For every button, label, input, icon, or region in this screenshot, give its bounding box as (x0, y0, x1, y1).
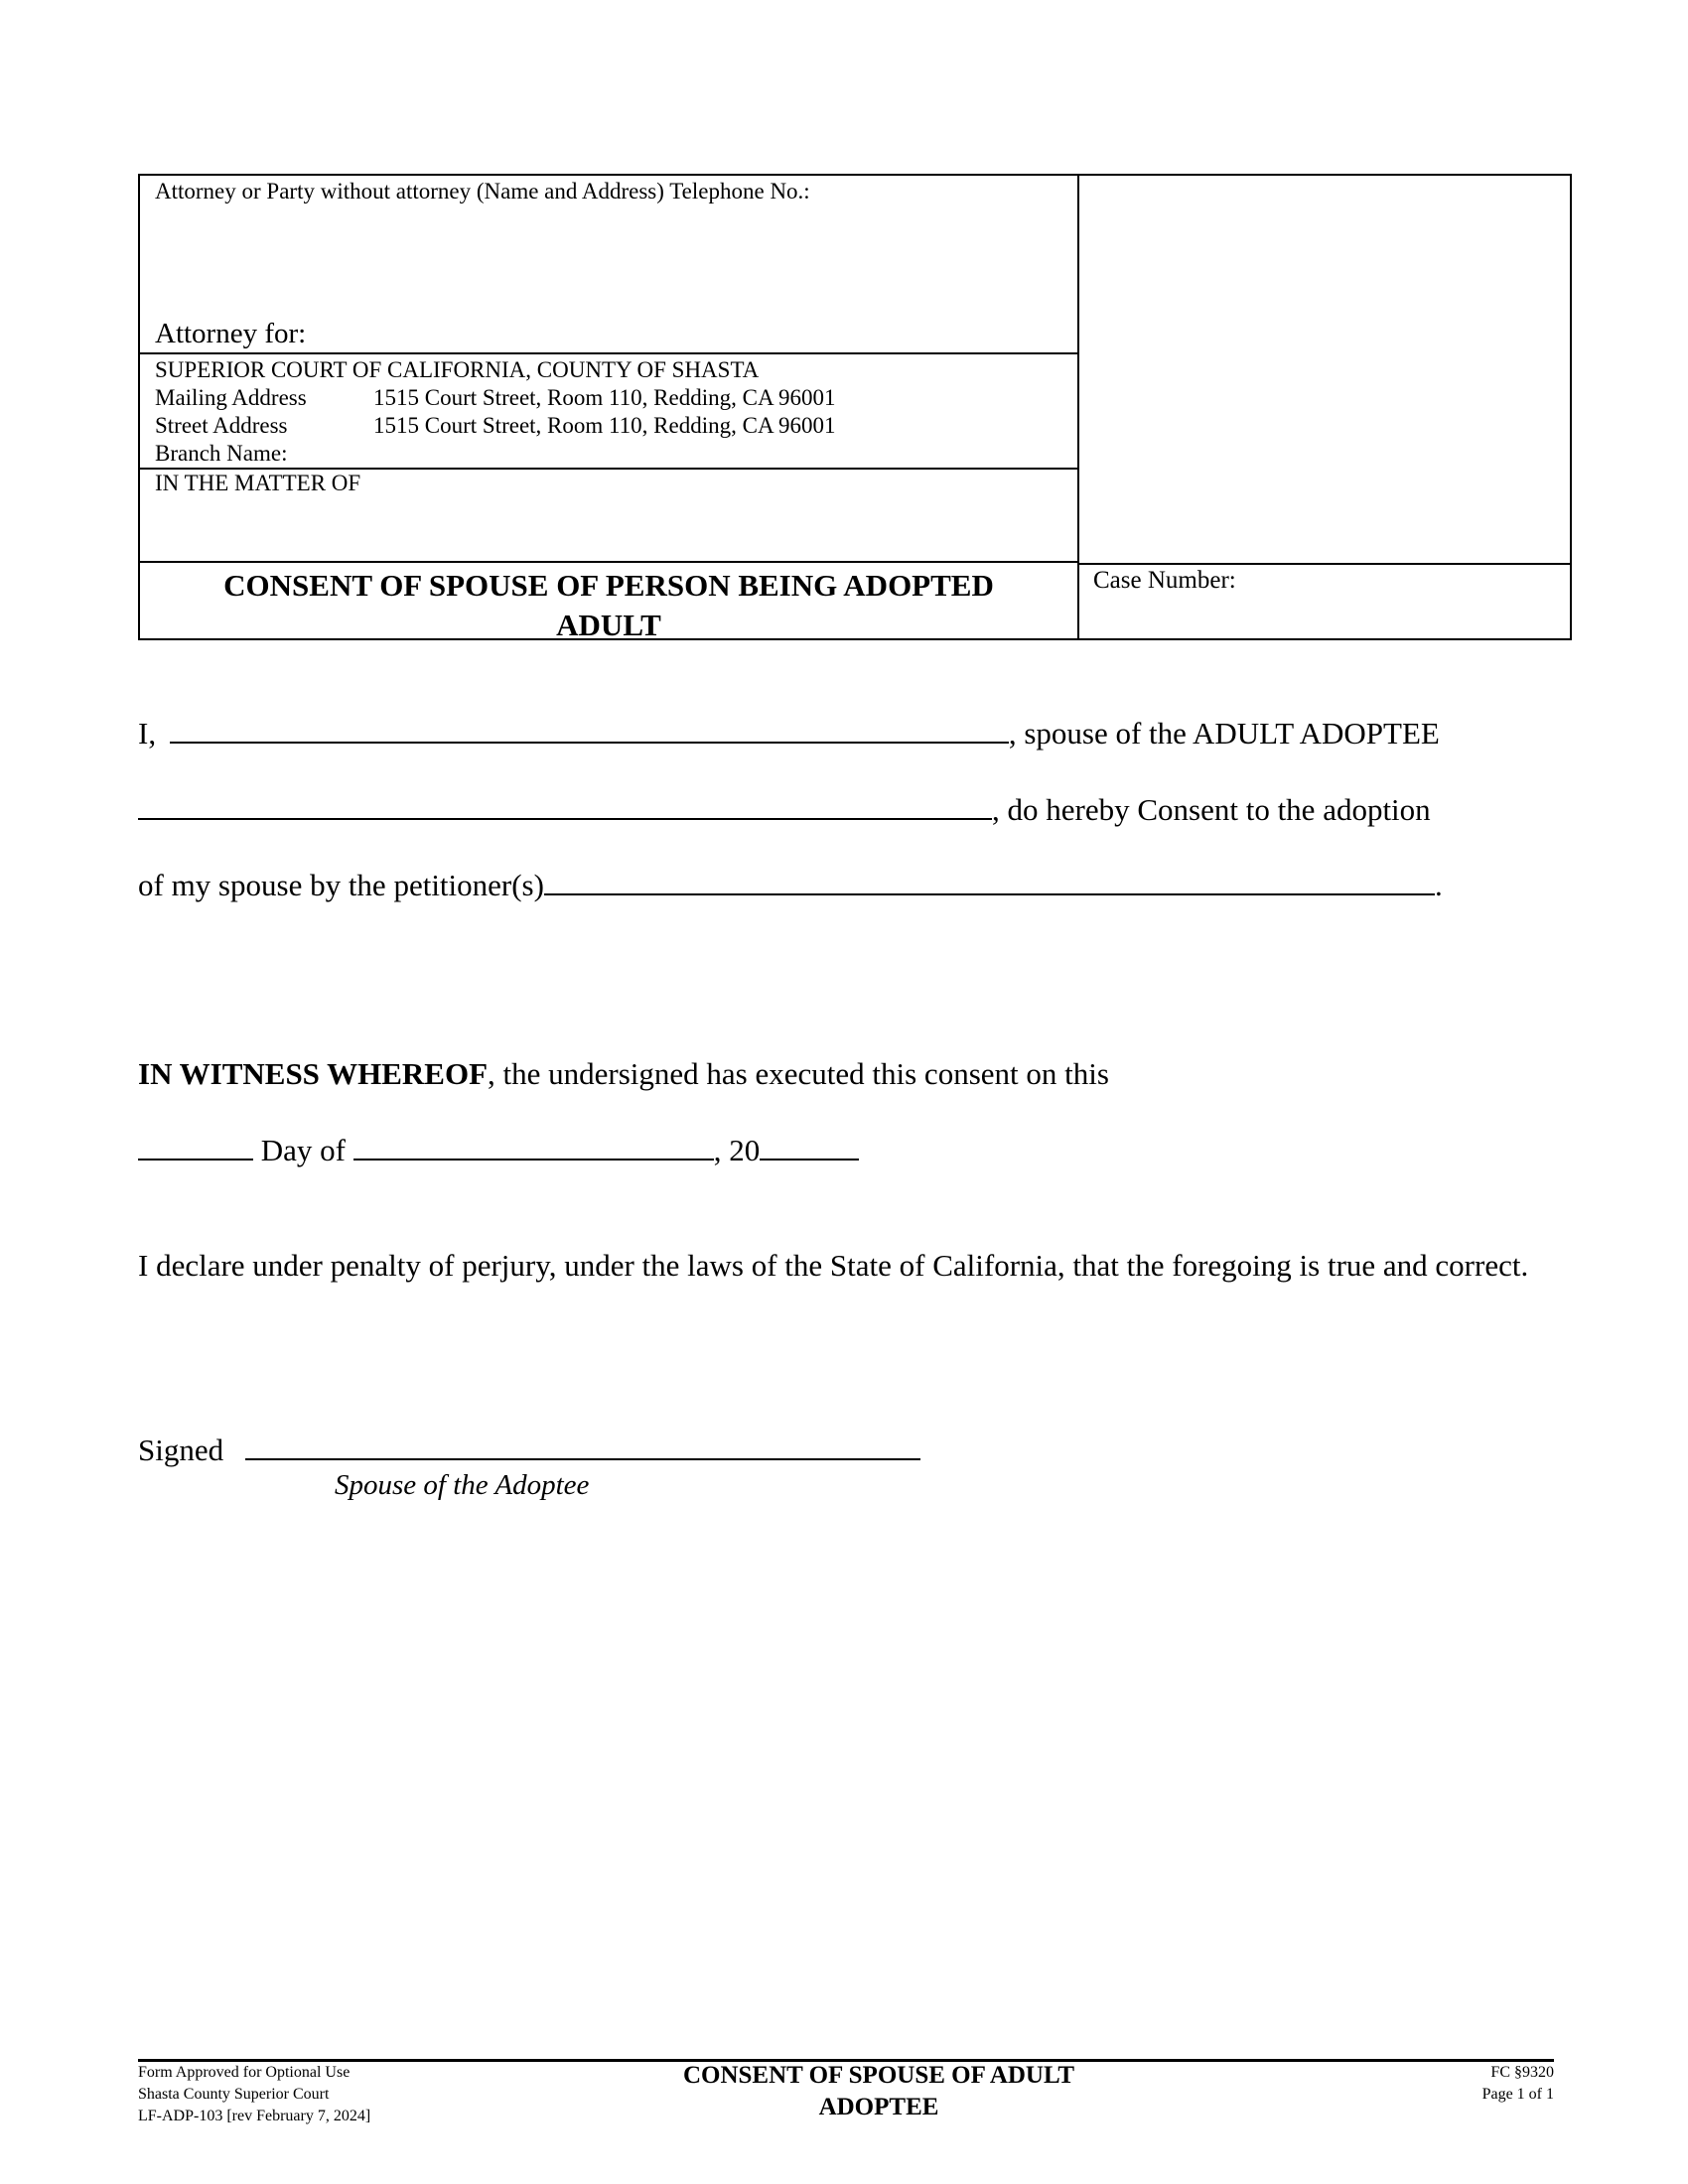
consent-line-1 (138, 715, 1440, 752)
attorney-for-label: Attorney for: (155, 318, 307, 349)
court-name: SUPERIOR COURT OF CALIFORNIA, COUNTY OF SHASTA (155, 357, 760, 382)
street-address-value: 1515 Court Street, Room 110, Redding, CA 96001 (373, 413, 836, 438)
petitioner-prefix: of my spouse by the petitioner(s) (138, 868, 544, 902)
footer-court: Shasta County Superior Court (138, 2086, 330, 2103)
court-info (155, 356, 836, 468)
consent-adoption-text: , do hereby Consent to the adoption (992, 792, 1431, 827)
caption-right-column (1079, 176, 1570, 638)
branch-name-label: Branch Name: (155, 441, 288, 466)
footer-left (138, 2062, 370, 2127)
witness-bold-text: IN WITNESS WHEREOF (138, 1056, 489, 1091)
spouse-of-adoptee-text: , spouse of the ADULT ADOPTEE (1008, 716, 1440, 751)
footer-approved: Form Approved for Optional Use (138, 2064, 351, 2081)
footer-code: FC §9320 (1490, 2064, 1554, 2081)
footer-right (1482, 2062, 1554, 2106)
form-title (140, 566, 1077, 645)
year-field[interactable] (760, 1133, 859, 1160)
court-cell (140, 354, 1077, 470)
footer-title-line1: CONSENT OF SPOUSE OF ADULT (682, 2062, 1075, 2089)
month-field[interactable] (353, 1133, 714, 1160)
footer-title (596, 2060, 1162, 2123)
date-line (138, 1132, 859, 1169)
title-cell (140, 563, 1077, 642)
footer-title-line2: ADOPTEE (818, 2094, 939, 2120)
perjury-declaration: I declare under penalty of perjury, under the laws of the State of California, that the foregoing is true and correct. (138, 1248, 1529, 1283)
attorney-header: Attorney or Party without attorney (Name and Address) Telephone No.: (155, 179, 810, 204)
i-prefix: I, (138, 716, 157, 751)
signed-label: Signed (138, 1433, 224, 1467)
footer-form-id: LF-ADP-103 [rev February 7, 2024] (138, 2108, 371, 2124)
form-title-line1: CONSENT OF SPOUSE OF PERSON BEING ADOPTED (223, 568, 994, 603)
signature-field[interactable] (245, 1433, 920, 1460)
spouse-of-adoptee-caption: Spouse of the Adoptee (335, 1469, 590, 1501)
consent-line-3 (138, 867, 1443, 904)
street-address-label: Street Address (155, 413, 288, 438)
caption-box (138, 174, 1572, 640)
spouse-name-field[interactable] (170, 716, 1009, 744)
petitioner-period: . (1434, 868, 1443, 902)
in-the-matter-of-label: IN THE MATTER OF (155, 471, 361, 495)
adoptee-name-field[interactable] (138, 792, 992, 820)
footer-page: Page 1 of 1 (1481, 2086, 1554, 2103)
case-number-cell[interactable] (1079, 563, 1570, 638)
caption-left-column (140, 176, 1079, 642)
year-prefix: , 20 (713, 1133, 761, 1167)
day-of-label: Day of (260, 1133, 346, 1167)
mailing-address-value: 1515 Court Street, Room 110, Redding, CA 96001 (373, 385, 836, 410)
case-number-label: Case Number: (1093, 567, 1236, 594)
matter-cell[interactable] (140, 470, 1077, 563)
mailing-address-label: Mailing Address (155, 385, 307, 410)
day-field[interactable] (138, 1133, 253, 1160)
witness-rest-text: , the undersigned has executed this consent on this (488, 1056, 1109, 1091)
consent-line-2 (138, 791, 1431, 829)
attorney-cell[interactable] (140, 176, 1077, 354)
witness-line (138, 1055, 1109, 1093)
court-use-cell (1079, 176, 1570, 565)
form-title-line2: ADULT (556, 608, 661, 642)
petitioner-name-field[interactable] (544, 868, 1435, 895)
signature-line (138, 1432, 920, 1469)
